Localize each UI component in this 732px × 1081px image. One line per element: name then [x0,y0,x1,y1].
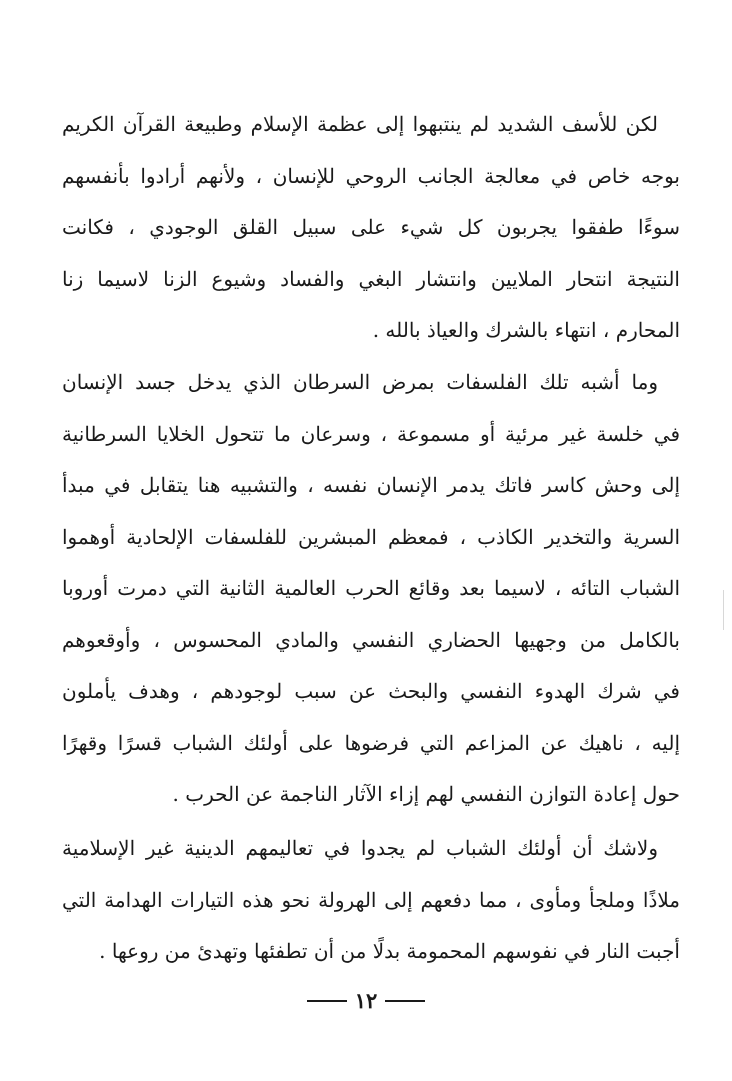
text-line: الشباب التائه ، لاسيما بعد وقائع الحرب العالمية الثانية التي دمرت أوروبا [62,576,680,600]
footer-rule-left [307,1000,347,1002]
text-line: في شرك الهدوء النفسي والبحث عن سبب لوجودهم ، وهدف يأملون [62,679,680,703]
paragraph-2 [62,357,680,821]
page-edge-mark [723,590,724,630]
text-line: النتيجة انتحار الملايين وانتشار البغي والفساد وشيوع الزنا لاسيما زنا [62,266,680,291]
text-line: ولاشك أن أولئك الشباب لم يجدوا في تعاليمهم الدينية غير الإسلامية [62,836,658,860]
text-line: ملاذًا وملجأ ومأوى ، مما دفعهم إلى الهرولة نحو هذه التيارات الهدامة التي [62,887,680,912]
text-line: لكن للأسف الشديد لم ينتبهوا إلى عظمة الإسلام وطبيعة القرآن الكريم [62,112,658,136]
text-line: أجبت النار في نفوسهم المحمومة بدلًا من أن تطفئها وتهدئ من روعها . [99,939,680,963]
text-line: إليه ، ناهيك عن المزاعم التي فرضوها على أولئك الشباب قسرًا وقهرًا [62,730,680,755]
text-line: السرية والتخدير الكاذب ، فمعظم المبشرين للفلسفات الإلحادية أوهموا [62,524,680,549]
text-line: سوءًا طفقوا يجربون كل شيء على سبيل القلق الوجودي ، فكانت [62,215,680,239]
page-footer [0,986,732,1016]
paragraph-1 [62,99,680,357]
text-line: المحارم ، انتهاء بالشرك والعياذ بالله . [372,318,680,342]
paragraph-3 [62,823,680,978]
page-number: ١٢ [354,988,378,1013]
text-line: بالكامل من وجهيها الحضاري النفسي والمادي المحسوس ، وأوقعوهم [62,627,680,652]
text-line: بوجه خاص في معالجة الجانب الروحي للإنسان ، ولأنهم أرادوا بأنفسهم [62,163,680,188]
text-line: في خلسة غير مرئية أو مسموعة ، وسرعان ما تتحول الخلايا السرطانية [62,421,680,446]
text-line: حول إعادة التوازن النفسي لهم إزاء الآثار الناجمة عن الحرب . [172,782,680,806]
footer-rule-right [385,1000,425,1002]
text-line: وما أشبه تلك الفلسفات بمرض السرطان الذي يدخل جسد الإنسان [62,370,658,394]
text-line: إلى وحش كاسر فاتك يدمر الإنسان نفسه ، والتشبيه هنا يتقابل في مبدأ [62,473,680,497]
